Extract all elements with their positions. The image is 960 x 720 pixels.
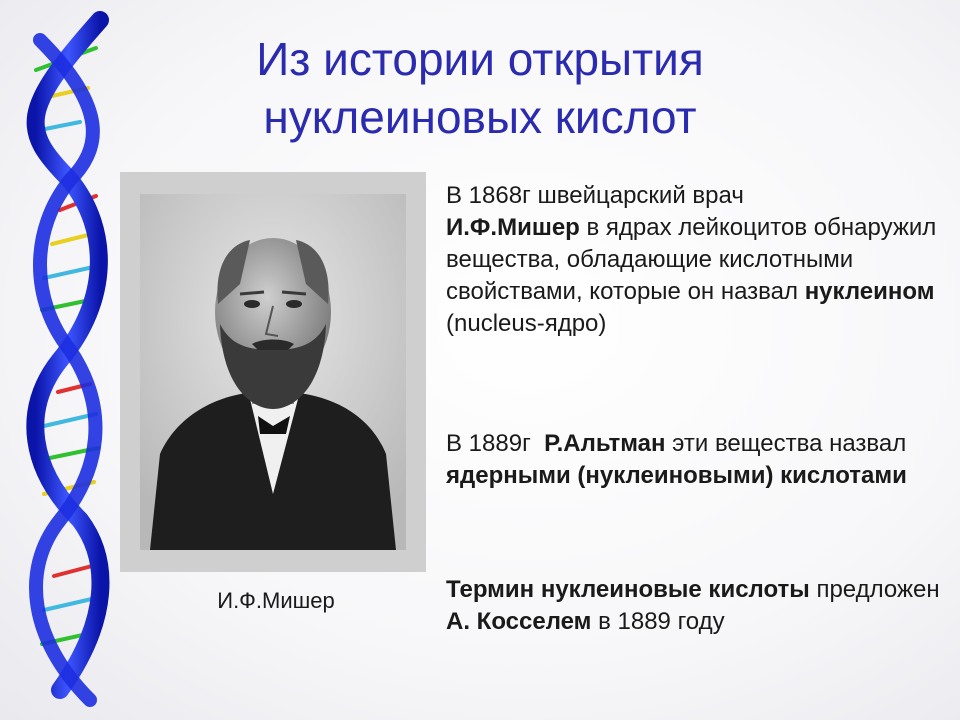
p2-bold-acids: ядерными (нуклеиновыми) кислотами <box>446 462 907 489</box>
miescher-portrait-image <box>140 194 406 550</box>
paragraph-miescher <box>446 180 946 340</box>
paragraph-kossel <box>446 574 946 638</box>
portrait-caption: И.Ф.Мишер <box>217 588 335 613</box>
p1-text-2: в ядрах лейкоцитов обнаружил вещества, обладающие кислотными свойствами, которые он назвал <box>446 214 937 305</box>
p2-text-2: эти вещества назвал <box>665 430 907 457</box>
p1-text-1: В 1868г швейцарский врач <box>446 182 744 209</box>
paragraph-altmann <box>446 428 946 492</box>
p1-text-3: (nucleus-ядро) <box>446 310 607 337</box>
title-line-2: нуклеиновых кислот <box>263 91 697 143</box>
p3-text-1: предложен <box>809 576 940 603</box>
portrait-frame <box>120 172 426 572</box>
p3-bold-term: Термин нуклеиновые кислоты <box>446 576 810 603</box>
dna-helix-image <box>0 0 130 720</box>
title-line-1: Из истории открытия <box>256 33 704 85</box>
p2-text-1: В 1889г <box>446 430 545 457</box>
p3-text-2: в 1889 году <box>591 608 725 635</box>
p1-bold-miescher: И.Ф.Мишер <box>446 214 580 241</box>
p1-bold-nuclein: нуклеином <box>804 278 935 305</box>
p3-bold-kossel: А. Косселем <box>446 608 592 635</box>
slide-title <box>150 30 810 146</box>
p2-bold-altmann: Р.Альтман <box>544 430 666 457</box>
